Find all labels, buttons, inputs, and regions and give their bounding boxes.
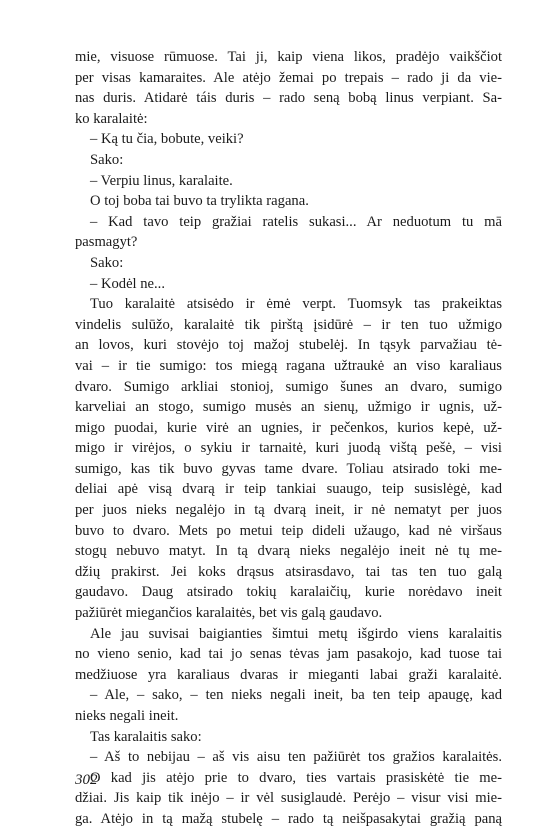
text-line: Tuo karalaitė atsisėdo ir ėmė verpt. Tuomsyk tas prakeiktas [90,296,502,313]
text-line: pažiūrėt miegančios karalaitės, bet vis galą gaudavo. [75,605,383,622]
text-line: – Ale, – sako, – ten nieks negali ineit, ba ten teip apaugę, kad [90,687,502,704]
text-line: – Ką tu čia, bobute, veiki? [90,131,244,148]
text-line: – Aš to nebijau – aš vis aisu ten pažiūrėt tos gražios karalaitės. [90,749,502,766]
page-body-text [75,47,502,830]
text-line: ga. Atėjo in tą mažą stubelę – rado tą neišpasakytai gražią paną [75,810,502,827]
text-line: Ale jau suvisai baigianties šimtui metų išgirdo viens karalaitis [90,625,502,642]
text-line: O toj boba tai buvo ta trylikta ragana. [90,193,309,210]
text-line: džiai. Jis kaip tik inėjo – ir vėl susiglaudė. Perėjo – visur visi mie- [75,790,502,807]
text-line: mie, visuose rūmuose. Tai ji, kaip viena likos, pradėjo vaikščiot [75,49,502,65]
text-line: Sako: [90,254,124,271]
text-line: sumigo, kas tik buvo gyvas tame dvare. Toliau atsirado toki me- [75,460,502,477]
text-line: – Kodėl ne... [90,275,165,292]
text-line: per visas kamaraites. Ale atėjo žemai po trepais – rado ji da vie- [75,69,502,86]
text-line: migo ir virėjos, o sykiu ir tarnaitė, kuri juodą vištą pešė, – visi [75,440,502,457]
text-line: – Kad tavo teip gražiai ratelis sukasi... Ar neduotum tu mā [90,213,502,230]
text-line: dvaro. Sumigo arkliai stonioj, sumigo šunes an dvaro, sumigo [75,378,502,395]
text-line: nieks negali ineit. [75,708,179,724]
text-line: stogų nebuvo matyt. In tą dvarą nieks negalėjo ineit nė tų me- [75,543,502,560]
text-line: ko karalaitė: [75,110,148,127]
text-line: an lovos, kuri stovėjo toj mažoj stubelėj. In tąsyk parvažiau tė- [75,337,502,354]
text-line: – Verpiu linus, karalaite. [90,172,233,189]
text-line: gaudavo. Daug atsirado tokių karalaičių, kurie norėdavo ineit [75,584,502,601]
text-line: migo puodai, kurie virė an ugnies, ir pečenkos, kurios kepė, už- [75,419,502,436]
text-line: deliai apė visą dvarą ir teip tankiai suaugo, teip susislėgė, kad [75,481,502,498]
page-number: 302 [75,772,98,788]
text-line: vai – ir tie sumigo: tos miegą ragana užtraukė an viso karaliaus [75,357,502,374]
text-line: per juos nieks negalėjo in tą dvarą ineit, ir nė nematyt per juos [75,502,502,519]
text-line: karveliai an stogo, sumigo musės an sienų, užmigo ir ugnis, už- [75,399,502,416]
text-line: Tas karalaitis sako: [90,728,202,745]
text-line: O kad jis atėjo prie to dvaro, ties vartais prasiskėtė tie me- [90,769,502,786]
text-line: buvo to dvaro. Mets po metui teip dideli užaugo, kad nė viršaus [75,522,502,539]
text-line: no vieno senio, kad tai jo senas tėvas jam pasakojo, kad tuose tai [75,646,502,663]
text-line: medžiuose yra karaliaus dvaras ir mieganti labai graži karalaitė. [75,666,502,683]
text-line: vindelis sulūžo, karalaitė tik pirštą įsidūrė – ir ten tuo užmigo [75,316,502,333]
text-line: Sako: [90,151,124,168]
text-line: džių prakirst. Jei koks drąsus atsirasdavo, tai tas ten tuo galą [75,563,502,580]
text-line: pasmagyt? [75,234,138,251]
text-line: nas duris. Atidarė táis duris – rado seną bobą linus verpiant. Sa- [75,90,502,107]
